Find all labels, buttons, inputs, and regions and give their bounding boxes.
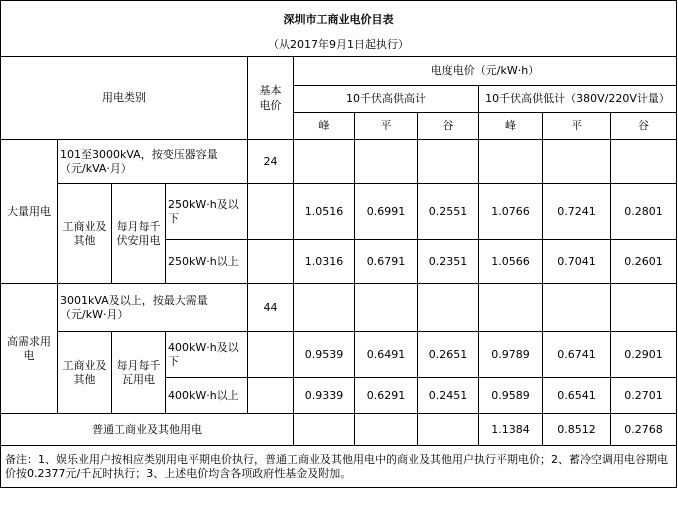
large-capacity-desc: 101至3000kVA，按变压器容量（元/kVA·月）	[58, 140, 248, 184]
header-valley-high: 谷	[418, 113, 479, 140]
large-usage-label: 大量用电	[1, 140, 58, 284]
demand-r1-high-valley: 0.2651	[418, 332, 479, 378]
demand-range-2: 400kW·h以上	[166, 378, 248, 414]
general-low-peak: 1.1384	[479, 414, 543, 446]
empty-cell	[418, 414, 479, 446]
empty-cell	[418, 140, 479, 184]
large-r1-high-valley: 0.2551	[418, 184, 479, 240]
header-10kv-high: 10千伏高供高计	[294, 86, 479, 113]
empty-cell	[248, 184, 294, 240]
empty-cell	[611, 140, 677, 184]
large-r1-high-flat: 0.6991	[355, 184, 418, 240]
demand-r2-low-peak: 0.9589	[479, 378, 543, 414]
header-flat-high: 平	[355, 113, 418, 140]
general-usage-label: 普通工商业及其他用电	[1, 414, 294, 446]
large-capacity-base: 24	[248, 140, 294, 184]
demand-capacity-base: 44	[248, 284, 294, 332]
demand-r2-high-valley: 0.2451	[418, 378, 479, 414]
header-peak-high: 峰	[294, 113, 355, 140]
large-sub-label: 工商业及其他	[58, 184, 112, 284]
empty-cell	[418, 284, 479, 332]
demand-r2-high-peak: 0.9339	[294, 378, 355, 414]
empty-cell	[248, 378, 294, 414]
demand-range-1: 400kW·h及以下	[166, 332, 248, 378]
empty-cell	[294, 140, 355, 184]
header-valley-low: 谷	[611, 113, 677, 140]
demand-capacity-desc: 3001kVA及以上，按最大需量（元/kW·月）	[58, 284, 248, 332]
large-r2-low-valley: 0.2601	[611, 240, 677, 284]
demand-sub-label: 工商业及其他	[58, 332, 112, 414]
empty-cell	[248, 240, 294, 284]
page-subtitle: （从2017年9月1日起执行）	[1, 35, 677, 57]
demand-usage-desc: 每月每千瓦用电	[112, 332, 166, 414]
demand-r1-low-flat: 0.6741	[543, 332, 611, 378]
demand-r2-low-valley: 0.2701	[611, 378, 677, 414]
large-r1-low-valley: 0.2801	[611, 184, 677, 240]
demand-r2-high-flat: 0.6291	[355, 378, 418, 414]
header-category: 用电类别	[1, 57, 248, 140]
demand-r2-low-flat: 0.6541	[543, 378, 611, 414]
header-10kv-low: 10千伏高供低计（380V/220V计量）	[479, 86, 677, 113]
demand-r1-low-valley: 0.2901	[611, 332, 677, 378]
empty-cell	[543, 284, 611, 332]
large-r1-high-peak: 1.0516	[294, 184, 355, 240]
empty-cell	[248, 332, 294, 378]
demand-r1-high-peak: 0.9539	[294, 332, 355, 378]
demand-r1-high-flat: 0.6491	[355, 332, 418, 378]
general-low-flat: 0.8512	[543, 414, 611, 446]
header-base-price	[248, 57, 294, 140]
empty-cell	[479, 284, 543, 332]
empty-cell	[294, 414, 355, 446]
empty-cell	[294, 284, 355, 332]
large-r2-high-peak: 1.0316	[294, 240, 355, 284]
large-r2-high-valley: 0.2351	[418, 240, 479, 284]
empty-cell	[479, 140, 543, 184]
header-flat-low: 平	[543, 113, 611, 140]
empty-cell	[611, 284, 677, 332]
large-range-2: 250kW·h以上	[166, 240, 248, 284]
page-title: 深圳市工商业电价目表	[1, 1, 677, 35]
footnote: 备注：1、娱乐业用户按相应类别用电平期电价执行，普通工商业及其他用电中的商业及其他用户执行平期电价；2、蓄冷空调用电谷期电价按0.2377元/千瓦时执行；3、上述电价均含各项政府性基金及附加。	[1, 446, 677, 488]
empty-cell	[355, 140, 418, 184]
general-low-valley: 0.2768	[611, 414, 677, 446]
empty-cell	[355, 414, 418, 446]
demand-usage-label: 高需求用电	[1, 284, 58, 414]
large-r2-low-peak: 1.0566	[479, 240, 543, 284]
header-peak-low: 峰	[479, 113, 543, 140]
large-range-1: 250kW·h及以下	[166, 184, 248, 240]
large-r1-low-flat: 0.7241	[543, 184, 611, 240]
large-usage-desc: 每月每千伏安用电	[112, 184, 166, 284]
large-r1-low-peak: 1.0766	[479, 184, 543, 240]
empty-cell	[543, 140, 611, 184]
empty-cell	[355, 284, 418, 332]
large-r2-low-flat: 0.7041	[543, 240, 611, 284]
large-r2-high-flat: 0.6791	[355, 240, 418, 284]
demand-r1-low-peak: 0.9789	[479, 332, 543, 378]
header-base-price-label: 基本 电价	[259, 84, 282, 112]
header-energy-price: 电度电价（元/kW·h）	[294, 57, 677, 86]
